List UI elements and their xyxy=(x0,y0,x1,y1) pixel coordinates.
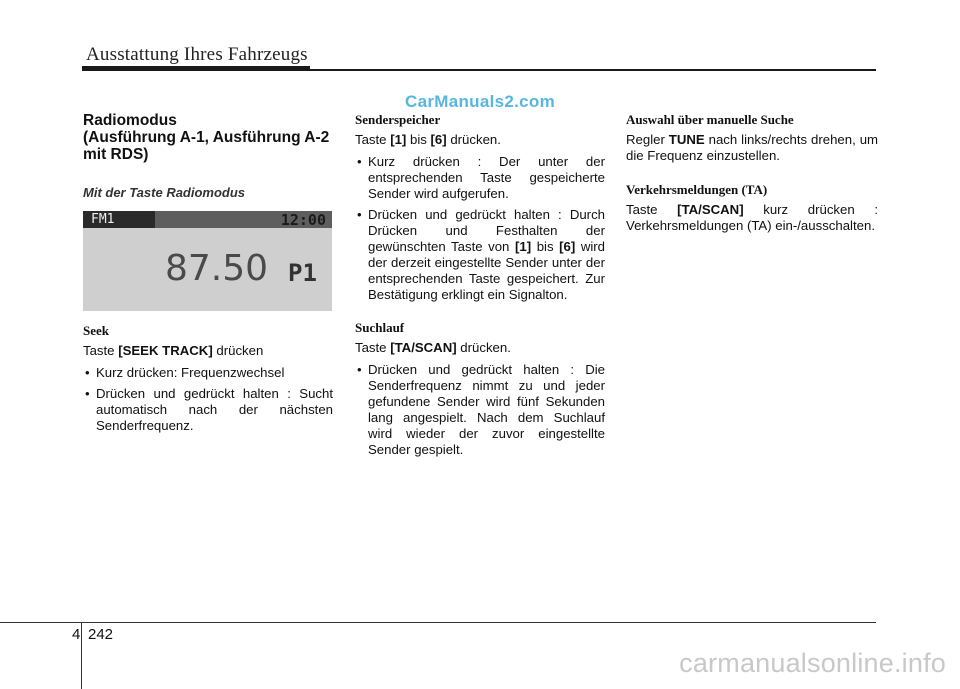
chapter-number: 4 xyxy=(72,626,81,643)
memory-post: drücken. xyxy=(450,132,501,147)
manual-heading: Auswahl über manuelle Suche xyxy=(626,112,794,127)
memory-pre: Taste xyxy=(355,132,387,147)
ta-heading: Verkehrsmeldungen (TA) xyxy=(626,182,768,197)
seek-heading: Seek xyxy=(83,323,109,338)
seek-bullets xyxy=(83,365,333,434)
memory-key2: [6] xyxy=(430,132,447,147)
memory-bullet2-mid: bis xyxy=(536,239,554,254)
memory-bullet2-b: wird der derzeit eingestellte Sender unter der entsprechenden Taste gespeichert. Zur Bestätigung erklingt ein Signalton. xyxy=(368,239,606,302)
ta-instruction xyxy=(626,202,878,234)
manual-key: TUNE xyxy=(668,132,705,147)
list-item: • Kurz drücken : Der unter der entsprechenden Taste gespeicherte Sender wird aufgerufen. xyxy=(355,154,605,202)
display-frequency: 87.50 xyxy=(165,248,269,289)
memory-bullet2-key2: [6] xyxy=(559,239,576,254)
radio-display-image xyxy=(83,211,332,311)
scan-instruction xyxy=(355,340,605,356)
list-item: • Drücken und gedrückt halten : Die Senderfrequenz nimmt zu und jeder gefundene Sender wird fünf Sekunden lang angespielt. Nach dem Suchlauf wird wieder der zuvor eingestellte Sender gespielt. xyxy=(355,362,605,458)
footer-vertical-rule xyxy=(81,622,82,689)
page-header-title: Ausstattung Ihres Fahrzeugs xyxy=(86,44,308,65)
section-title-line3: mit RDS) xyxy=(83,146,149,163)
watermark-top: CarManuals2.com xyxy=(405,92,555,111)
memory-instruction xyxy=(355,132,605,148)
header-rule-thin xyxy=(310,69,876,71)
watermark-bottom: carmanualsonline.info xyxy=(679,648,946,678)
seek-key: [SEEK TRACK] xyxy=(118,343,213,358)
ta-key: [TA/SCAN] xyxy=(677,202,744,217)
section-title-line1: Radiomodus xyxy=(83,112,177,129)
memory-heading: Senderspeicher xyxy=(355,112,441,127)
ta-pre: Taste xyxy=(626,202,658,217)
memory-bullet2-key1: [1] xyxy=(514,239,532,254)
spacer xyxy=(626,170,878,182)
manual-post: nach links/rechts drehen, um die Frequenz einzustellen. xyxy=(626,132,879,163)
seek-instruction xyxy=(83,343,333,359)
column-3 xyxy=(626,112,878,240)
scan-pre: Taste xyxy=(355,340,387,355)
page-number: 242 xyxy=(88,626,114,643)
column-2 xyxy=(355,112,605,463)
memory-bullet2-a: Drücken und gedrückt halten : Durch Drücken und Festhalten der gewünschten Taste von xyxy=(368,207,605,254)
spacer xyxy=(355,308,605,320)
memory-bullets xyxy=(355,154,605,303)
display-clock: 12:00 xyxy=(280,211,326,229)
memory-key1: [1] xyxy=(390,132,407,147)
section-title-line2: (Ausführung A-1, Ausführung A-2 xyxy=(83,129,330,146)
header-rule-thick xyxy=(82,66,310,71)
memory-mid: bis xyxy=(410,132,427,147)
list-item: • Drücken und gedrückt halten : Sucht automatisch nach der nächsten Senderfrequenz. xyxy=(83,386,333,434)
scan-bullets xyxy=(355,362,605,458)
list-item: • Kurz drücken: Frequenzwechsel xyxy=(83,365,333,381)
scan-key: [TA/SCAN] xyxy=(390,340,457,355)
column-1 xyxy=(83,112,333,439)
scan-heading: Suchlauf xyxy=(355,320,405,335)
ta-post: kurz drücken : Verkehrsmeldungen (TA) ein-/ausschalten. xyxy=(626,202,878,233)
list-item xyxy=(355,207,605,303)
seek-pre: Taste xyxy=(83,343,115,358)
footer-rule xyxy=(0,622,876,623)
seek-post: drücken xyxy=(216,343,264,358)
manual-pre: Regler xyxy=(626,132,665,147)
section-title xyxy=(83,112,333,163)
display-preset: P1 xyxy=(288,259,317,287)
scan-post: drücken. xyxy=(460,340,511,355)
manual-instruction xyxy=(626,132,878,164)
subtitle: Mit der Taste Radiomodus xyxy=(83,185,246,200)
display-band: FM1 xyxy=(83,211,155,228)
